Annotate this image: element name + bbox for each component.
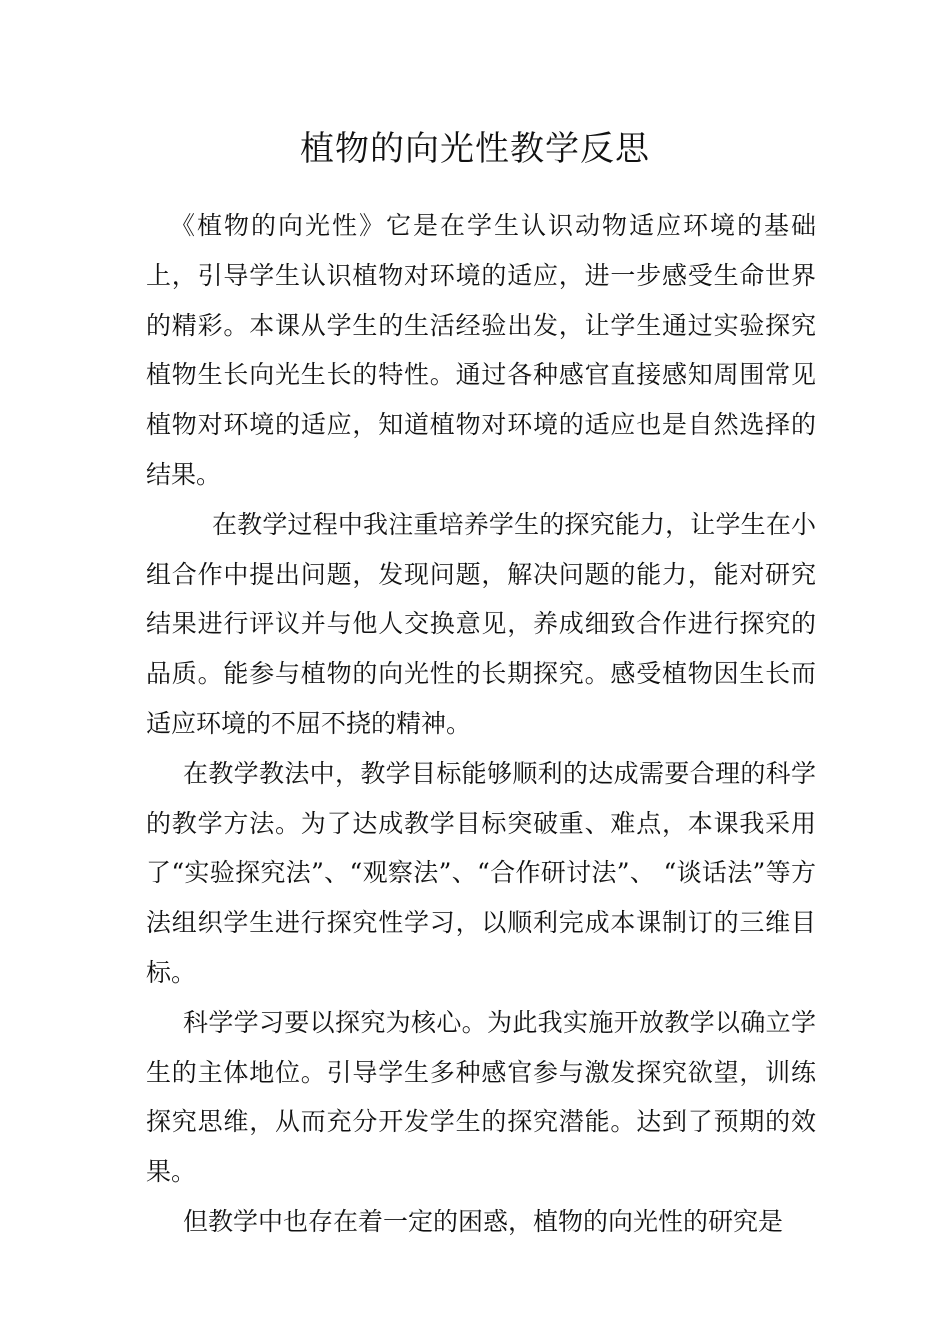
paragraph-3: 在教学教法中，教学目标能够顺利的达成需要合理的科学的教学方法。为了达成教学目标突破重、难点，本课我采用了“实验探究法”、“观察法”、“合作研讨法”、 “谈话法”等方法组织学生进行探究性学习，以顺利完成本课制订的三维目标。 [146,758,816,987]
document-body [146,201,816,1247]
paragraph-2: 在教学过程中我注重培养学生的探究能力，让学生在小组合作中提出问题，发现问题，解决问题的能力，能对研究结果进行评议并与他人交换意见，养成细致合作进行探究的品质。能参与植物的向光性的长期探究。感受植物因生长而适应环境的不屈不挠的精神。 [146,509,816,738]
paragraph-4: 科学学习要以探究为核心。为此我实施开放教学以确立学生的主体地位。引导学生多种感官参与激发探究欲望，训练探究思维，从而充分开发学生的探究潜能。达到了预期的效果。 [146,1007,816,1187]
paragraph-5: 但教学中也存在着一定的困惑，植物的向光性的研究是 [183,1206,784,1236]
paragraph-1: 《植物的向光性》它是在学生认识动物适应环境的基础上，引导学生认识植物对环境的适应，进一步感受生命世界的精彩。本课从学生的生活经验出发，让学生通过实验探究植物生长向光生长的特性。通过各种感官直接感知周围常见植物对环境的适应，知道植物对环境的适应也是自然选择的结果。 [146,211,816,489]
document-title: 植物的向光性教学反思 [300,129,650,169]
